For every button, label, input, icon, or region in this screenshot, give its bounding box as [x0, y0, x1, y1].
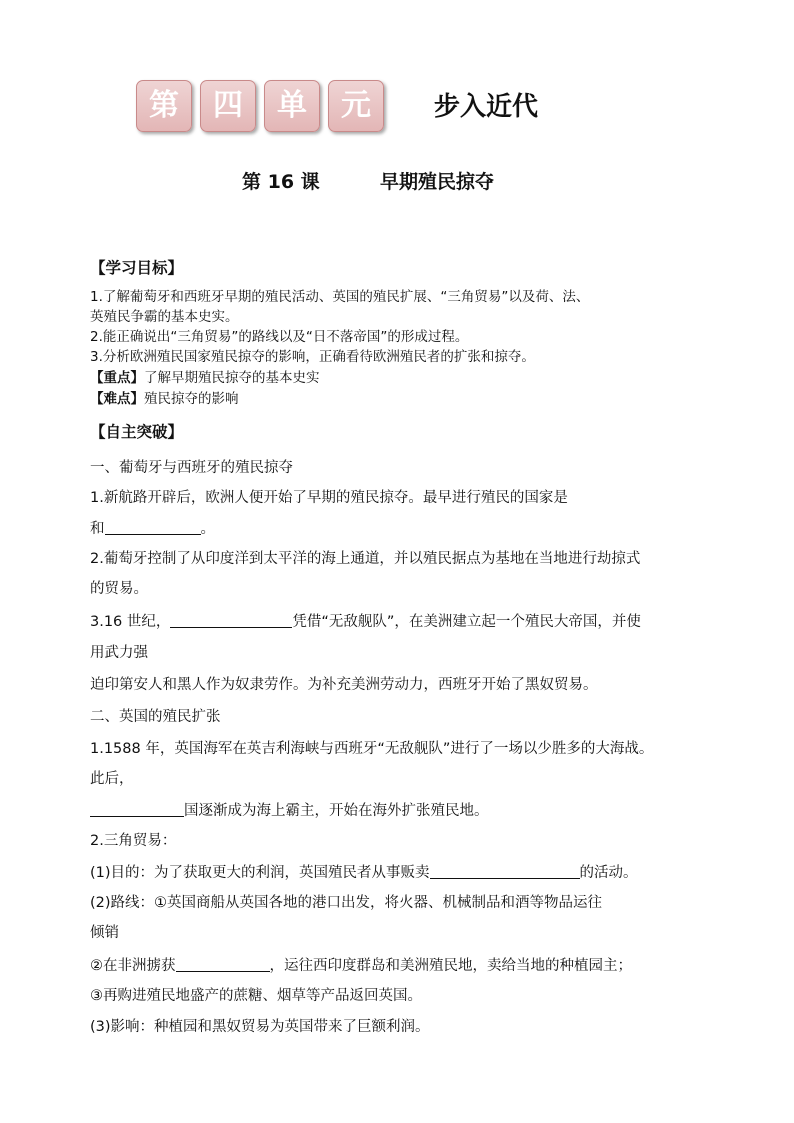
paragraph-line: 1.新航路开辟后，欧洲人便开始了早期的殖民掠夺。最早进行殖民的国家是	[90, 490, 568, 506]
paragraph-line: 迫印第安人和黑人作为奴隶劳作。为补充美洲劳动力，西班牙开始了黑奴贸易。	[90, 677, 598, 693]
objective-item: 3.分析欧洲殖民国家殖民掠夺的影响，正确看待欧洲殖民者的扩张和掠夺。	[90, 349, 535, 365]
paragraph-line: 用武力强	[90, 645, 148, 661]
key-point-label: 【重点】	[90, 370, 144, 386]
key-point-text: 了解早期殖民掠夺的基本史实	[144, 370, 320, 386]
text-fragment: (1)目的：为了获取更大的利润，英国殖民者从事贩卖	[90, 865, 430, 881]
unit-char-box: 单	[264, 80, 320, 132]
answer-blank	[430, 862, 580, 879]
section-heading: 一、葡萄牙与西班牙的殖民掠夺	[90, 460, 293, 476]
lesson-number: 第 16 课	[242, 171, 320, 193]
self-study-heading: 【自主突破】	[90, 423, 184, 441]
answer-blank	[176, 955, 270, 972]
text-fragment: ，运往西印度群岛和美洲殖民地，卖给当地的种植园主；	[269, 958, 632, 974]
answer-blank	[105, 518, 201, 535]
unit-title: 步入近代	[434, 92, 539, 122]
difficulty-text: 殖民掠夺的影响	[144, 391, 239, 407]
unit-char-box: 四	[200, 80, 256, 132]
fill-blank-line	[90, 955, 710, 976]
paragraph-line: 此后，	[90, 771, 134, 787]
lesson-title	[0, 167, 794, 193]
difficulty-point	[90, 389, 710, 409]
paragraph-line: 2.葡萄牙控制了从印度洋到太平洋的海上通道，并以殖民据点为基地在当地进行劫掠式	[90, 551, 641, 567]
section-heading: 二、英国的殖民扩张	[90, 709, 221, 725]
text-fragment: 。	[200, 521, 215, 537]
answer-blank	[90, 800, 184, 817]
paragraph-line: 1.1588 年，英国海军在英吉利海峡与西班牙“无敌舰队”进行了一场以少胜多的大海战。	[90, 741, 654, 757]
fill-blank-line	[90, 862, 710, 883]
paragraph-line: 的贸易。	[90, 581, 148, 597]
text-fragment: 3.16 世纪，	[90, 614, 171, 630]
unit-char-box: 第	[136, 80, 192, 132]
paragraph-line: 2.三角贸易：	[90, 833, 177, 849]
text-fragment: 和	[90, 521, 105, 537]
paragraph-line: 倾销	[90, 925, 119, 941]
unit-char-box: 元	[328, 80, 384, 132]
lesson-name: 早期殖民掠夺	[380, 171, 495, 193]
key-point	[90, 368, 710, 388]
paragraph-line: (2)路线：①英国商船从英国各地的港口出发，将火器、机械制品和酒等物品运往	[90, 895, 603, 911]
paragraph-line: ③再购进殖民地盛产的蔗糖、烟草等产品返回英国。	[90, 988, 422, 1004]
objective-item: 1.了解葡萄牙和西班牙早期的殖民活动、英国的殖民扩展、“三角贸易”以及荷、法、	[90, 289, 590, 305]
answer-blank	[170, 611, 292, 628]
text-fragment: 国逐渐成为海上霸主，开始在海外扩张殖民地。	[184, 803, 489, 819]
text-fragment: 凭借“无敌舰队”，在美洲建立起一个殖民大帝国，并使	[292, 614, 641, 630]
objective-item: 英殖民争霸的基本史实。	[90, 309, 239, 325]
objective-item: 2.能正确说出“三角贸易”的路线以及“日不落帝国”的形成过程。	[90, 329, 469, 345]
text-fragment: 的活动。	[579, 865, 638, 881]
text-fragment: ②在非洲掳获	[90, 958, 176, 974]
objectives-heading: 【学习目标】	[90, 259, 184, 277]
fill-blank-line	[90, 611, 710, 632]
fill-blank-line	[90, 518, 710, 539]
unit-header	[136, 80, 586, 132]
difficulty-label: 【难点】	[90, 391, 144, 407]
fill-blank-line	[90, 800, 710, 821]
paragraph-line: (3)影响：种植园和黑奴贸易为英国带来了巨额利润。	[90, 1019, 430, 1035]
